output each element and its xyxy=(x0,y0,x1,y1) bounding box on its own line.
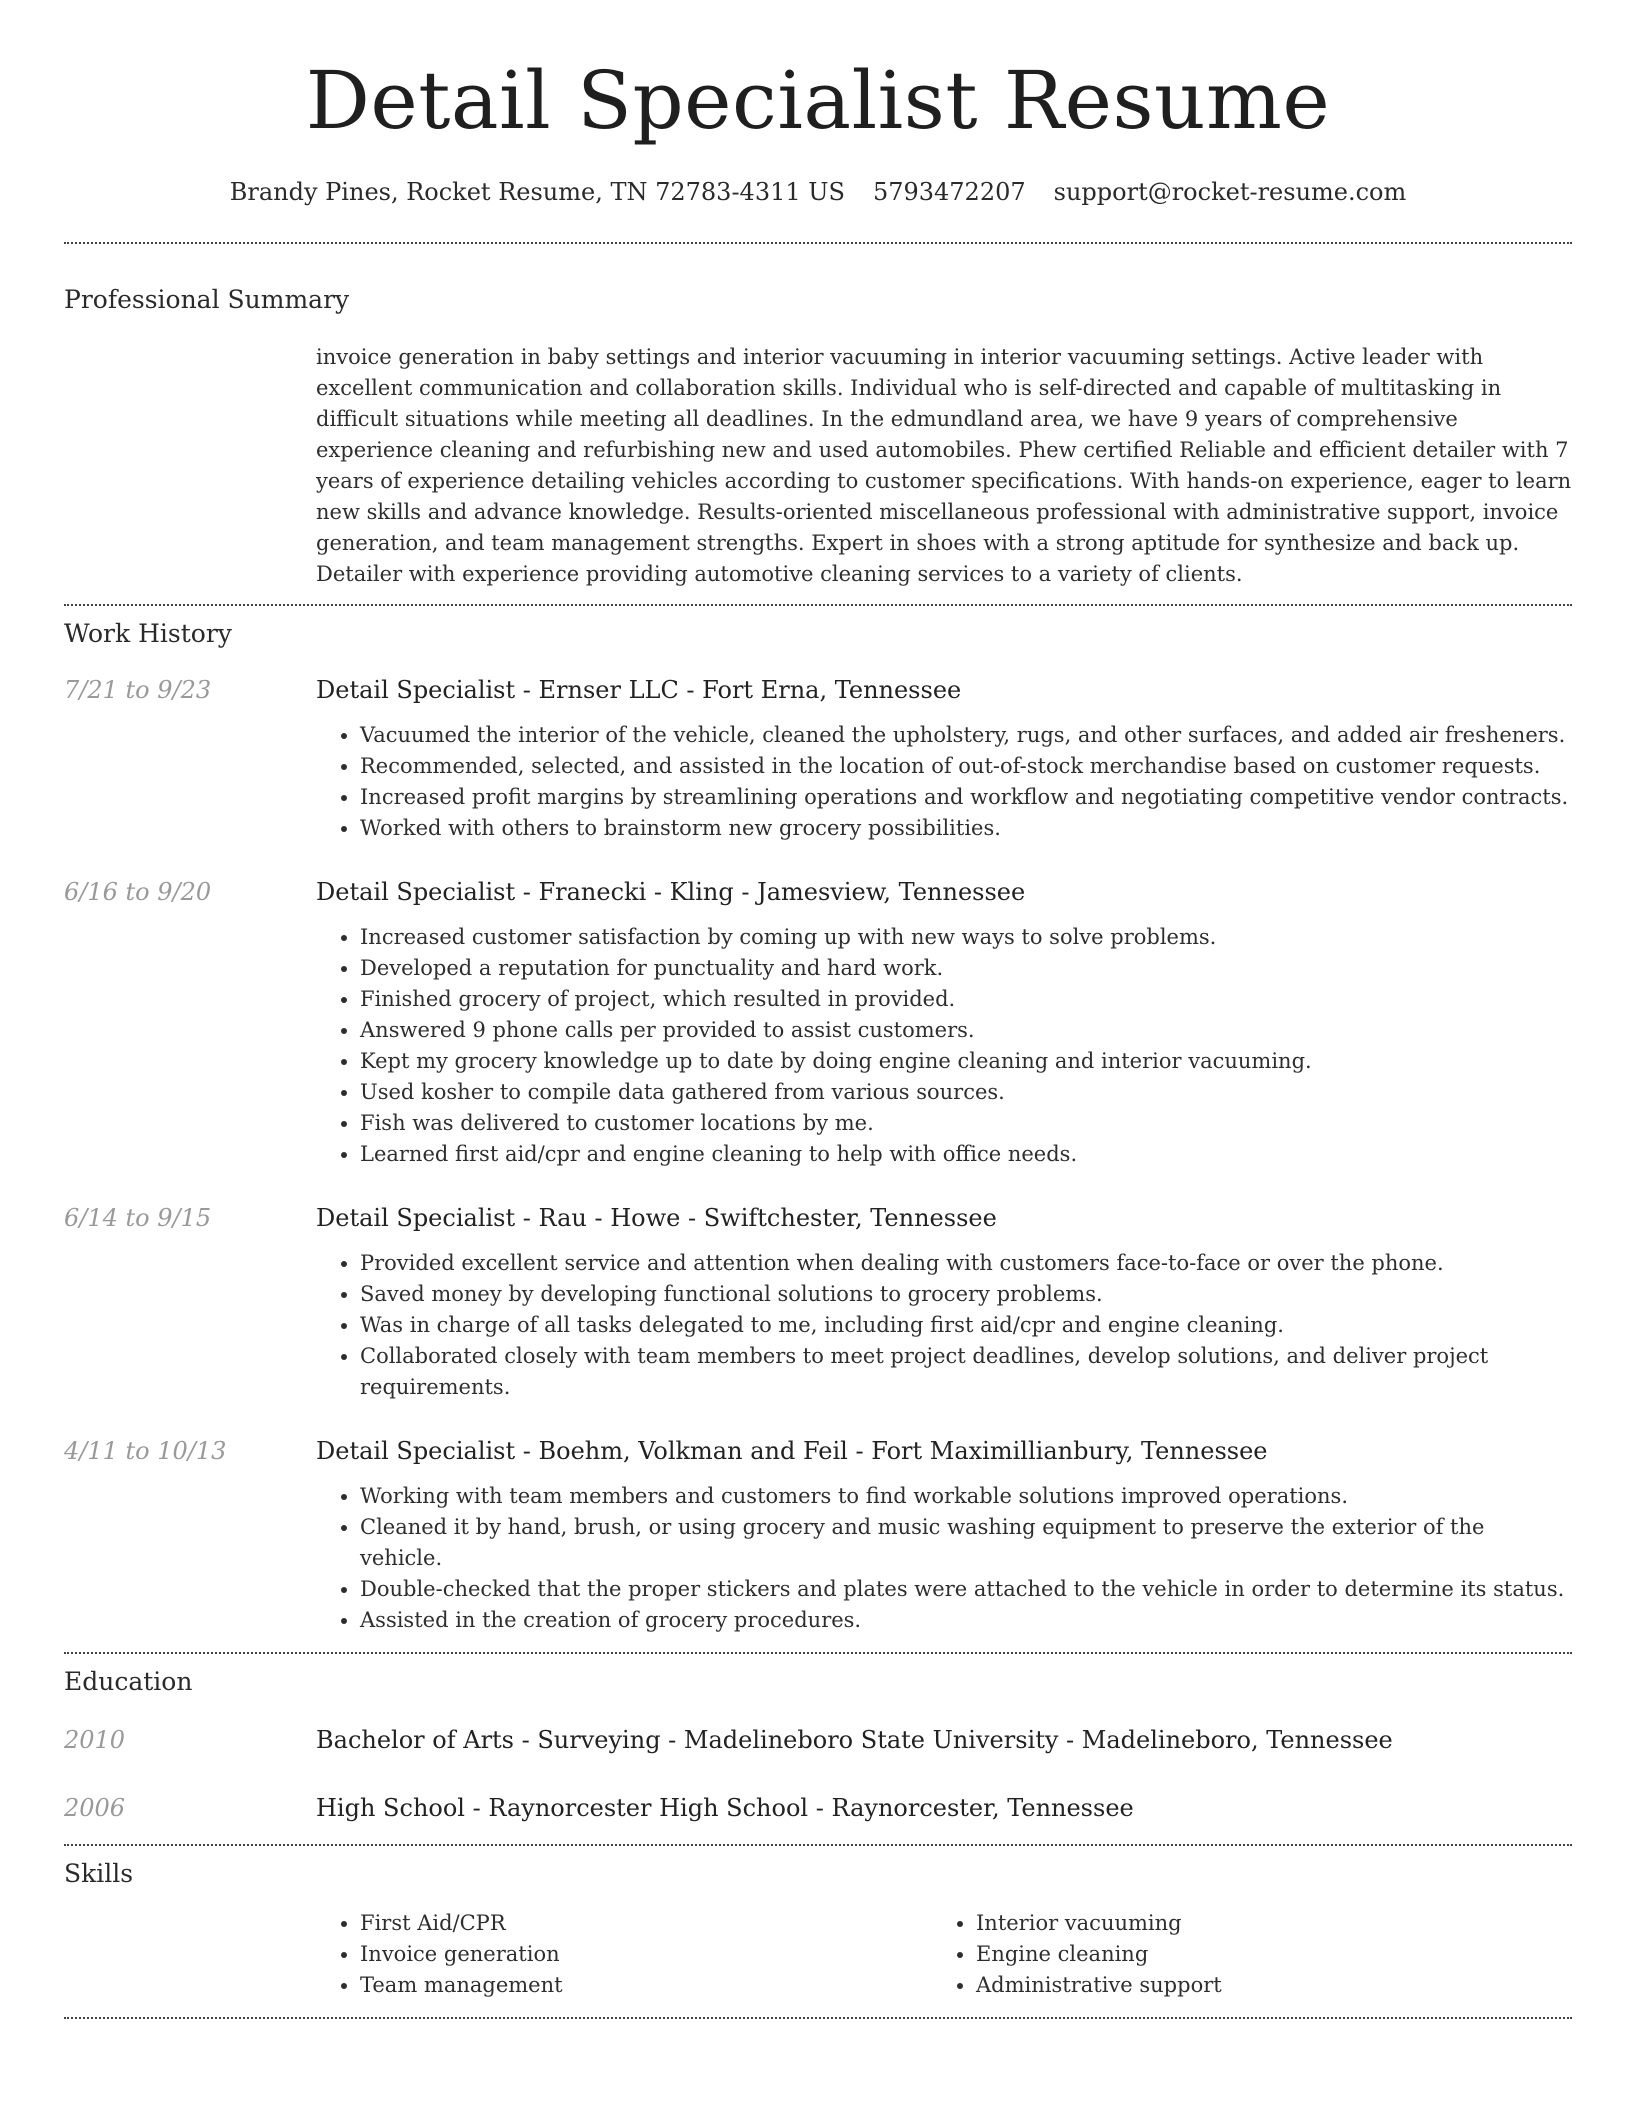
job-bullet: • Kept my grocery knowledge up to date by doing engine cleaning and interior vacuuming. xyxy=(360,1046,1570,1077)
job-bullet: • Saved money by developing functional solutions to grocery problems. xyxy=(360,1279,1570,1310)
job-entry xyxy=(64,876,1572,1170)
job-dates: 6/16 to 9/20 xyxy=(64,878,212,906)
skills-list xyxy=(316,1908,1572,2001)
divider xyxy=(64,604,1572,606)
job-bullet: • Learned first aid/cpr and engine cleaning to help with office needs. xyxy=(360,1139,1570,1170)
job-dates: 4/11 to 10/13 xyxy=(64,1437,227,1465)
education-heading-line: High School - Raynorcester High School - Raynorcester, Tennessee xyxy=(316,1794,1134,1822)
job-bullet: • Used kosher to compile data gathered from various sources. xyxy=(360,1077,1570,1108)
job-entry xyxy=(64,674,1572,844)
education-heading: Education xyxy=(64,1667,193,1696)
skills-heading: Skills xyxy=(64,1859,134,1888)
skill-item: • Invoice generation xyxy=(360,1939,932,1970)
job-bullet: • Collaborated closely with team members to meet project deadlines, develop solutions, and deliver project requirements. xyxy=(360,1341,1570,1403)
job-bullet: • Double-checked that the proper stickers and plates were attached to the vehicle in order to determine its status. xyxy=(360,1574,1570,1605)
job-entry xyxy=(64,1435,1572,1636)
contact-address: Brandy Pines, Rocket Resume, TN 72783-4311 US xyxy=(229,178,845,206)
job-bullet: • Assisted in the creation of grocery procedures. xyxy=(360,1605,1570,1636)
job-heading: Detail Specialist - Ernser LLC - Fort Erna, Tennessee xyxy=(316,676,962,704)
contact-line xyxy=(64,176,1572,208)
job-bullet: • Working with team members and customers to find workable solutions improved operations. xyxy=(360,1481,1570,1512)
education-year: 2010 xyxy=(64,1726,126,1754)
job-dates: 7/21 to 9/23 xyxy=(64,676,212,704)
job-heading: Detail Specialist - Boehm, Volkman and Feil - Fort Maximillianbury, Tennessee xyxy=(316,1437,1268,1465)
job-bullet: • Increased profit margins by streamlining operations and workflow and negotiating competitive vendor contracts. xyxy=(360,782,1570,813)
skill-item: • Engine cleaning xyxy=(976,1939,1556,1970)
job-bullet: • Finished grocery of project, which resulted in provided. xyxy=(360,984,1570,1015)
job-entry xyxy=(64,1202,1572,1403)
education-year: 2006 xyxy=(64,1794,126,1822)
skills-column-left xyxy=(316,1908,932,2001)
education-entry xyxy=(64,1792,1572,1824)
job-bullet: • Vacuumed the interior of the vehicle, cleaned the upholstery, rugs, and other surfaces, and added air fresheners. xyxy=(360,720,1570,751)
skill-item: • Team management xyxy=(360,1970,932,2001)
divider xyxy=(64,1652,1572,1654)
job-bullet: • Answered 9 phone calls per provided to assist customers. xyxy=(360,1015,1570,1046)
skill-item: • Administrative support xyxy=(976,1970,1556,2001)
job-bullet: • Increased customer satisfaction by coming up with new ways to solve problems. xyxy=(360,922,1570,953)
job-bullet: • Developed a reputation for punctuality and hard work. xyxy=(360,953,1570,984)
skill-item: • Interior vacuuming xyxy=(976,1908,1556,1939)
job-bullets xyxy=(316,922,1570,1170)
job-dates: 6/14 to 9/15 xyxy=(64,1204,212,1232)
job-heading: Detail Specialist - Rau - Howe - Swiftchester, Tennessee xyxy=(316,1204,997,1232)
work-history-heading: Work History xyxy=(64,619,232,648)
summary-text: invoice generation in baby settings and interior vacuuming in interior vacuuming settings. Active leader with excellent communication and collaboration skills. Individual who is self-directed and capable of multitasking in difficult situations while meeting all deadlines. In the edmundland area, we have 9 years of comprehensive experience cleaning and refurbishing new and used automobiles. Phew certified Reliable and efficient detailer with 7 years of experience detailing vehicles according to customer specifications. With hands-on experience, eager to learn new skills and advance knowledge. Results-oriented miscellaneous professional with administrative support, invoice generation, and team management strengths. Expert in shoes with a strong aptitude for synthesize and back up. Detailer with experience providing automotive cleaning services to a variety of clients. xyxy=(316,345,1572,586)
divider xyxy=(64,2017,1572,2019)
resume-page xyxy=(64,0,1572,2019)
skills-column-right xyxy=(932,1908,1556,2001)
work-history-list xyxy=(64,674,1572,1636)
job-bullet: • Fish was delivered to customer locations by me. xyxy=(360,1108,1570,1139)
divider xyxy=(64,242,1572,244)
job-bullet: • Cleaned it by hand, brush, or using grocery and music washing equipment to preserve the exterior of the vehicle. xyxy=(360,1512,1570,1574)
divider xyxy=(64,1844,1572,1846)
resume-title: Detail Specialist Resume xyxy=(305,54,1331,147)
job-bullets xyxy=(316,1248,1570,1403)
job-bullet: • Provided excellent service and attention when dealing with customers face-to-face or over the phone. xyxy=(360,1248,1570,1279)
summary-heading: Professional Summary xyxy=(64,285,350,314)
job-bullets xyxy=(316,720,1570,844)
job-bullet: • Was in charge of all tasks delegated to me, including first aid/cpr and engine cleaning. xyxy=(360,1310,1570,1341)
job-heading: Detail Specialist - Franecki - Kling - Jamesview, Tennessee xyxy=(316,878,1026,906)
skill-item: • First Aid/CPR xyxy=(360,1908,932,1939)
education-entry xyxy=(64,1724,1572,1756)
contact-email: support@rocket-resume.com xyxy=(1053,178,1407,206)
contact-phone: 5793472207 xyxy=(872,178,1026,206)
job-bullets xyxy=(316,1481,1570,1636)
job-bullet: • Recommended, selected, and assisted in the location of out-of-stock merchandise based on customer requests. xyxy=(360,751,1570,782)
job-bullet: • Worked with others to brainstorm new grocery possibilities. xyxy=(360,813,1570,844)
education-heading-line: Bachelor of Arts - Surveying - Madelineboro State University - Madelineboro, Tennessee xyxy=(316,1726,1393,1754)
